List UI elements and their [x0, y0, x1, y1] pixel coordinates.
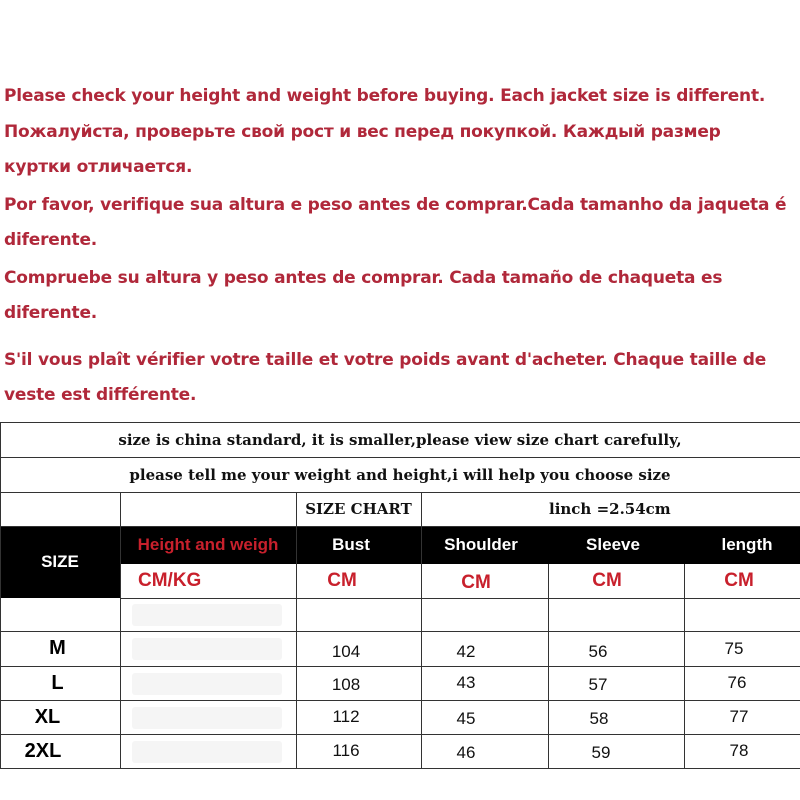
notice-spanish-2: diferente.	[4, 303, 98, 323]
unit-length: CM	[724, 570, 754, 591]
notice-portuguese-1: Por favor, verifique sua altura e peso antes de comprar.Cada tamanho da jaqueta é	[4, 195, 787, 215]
notice-english: Please check your height and weight before buying. Each jacket size is different.	[4, 86, 766, 106]
unit-height-weight: CM/KG	[138, 570, 202, 591]
bust-cell: 108	[331, 675, 361, 694]
size-cell: XL	[34, 705, 61, 728]
bust-cell: 116	[332, 741, 360, 760]
unit-bust: CM	[327, 570, 357, 591]
bust-cell: 104	[331, 641, 361, 661]
size-cell: M	[49, 637, 66, 659]
unit-sleeve: CM	[592, 570, 622, 591]
shoulder-cell: 43	[456, 673, 476, 692]
unit-shoulder: CM	[461, 572, 491, 593]
size-cell: L	[51, 671, 64, 694]
length-cell: 77	[729, 707, 749, 726]
header-length: length	[721, 535, 773, 554]
bust-cell: 112	[332, 707, 360, 726]
sleeve-cell: 57	[588, 675, 608, 694]
shoulder-cell: 42	[456, 641, 476, 661]
erased-cell	[132, 604, 282, 626]
erased-cell	[132, 741, 282, 763]
length-cell: 75	[724, 638, 744, 658]
length-cell: 78	[729, 741, 749, 760]
info-line-2: please tell me your weight and height,i will help you choose size	[129, 465, 671, 484]
size-chart-title: SIZE CHART	[305, 500, 412, 518]
header-sleeve: Sleeve	[586, 535, 640, 554]
header-height-weight: Height and weigh	[137, 535, 279, 554]
sleeve-cell: 58	[589, 709, 609, 728]
erased-cell	[132, 638, 282, 660]
erased-cell	[132, 673, 282, 695]
inch-conversion: linch =2.54cm	[549, 500, 671, 518]
notice-spanish-1: Compruebe su altura y peso antes de comprar. Cada tamaño de chaqueta es	[4, 268, 723, 288]
header-size: SIZE	[41, 552, 79, 571]
info-line-1: size is china standard, it is smaller,please view size chart carefully,	[118, 430, 682, 449]
notice-russian-2: куртки отличается.	[4, 157, 193, 177]
length-cell: 76	[727, 673, 747, 692]
notice-french-1: S'il vous plaît vérifier votre taille et votre poids avant d'acheter. Chaque taille de	[4, 350, 767, 370]
header-bust: Bust	[332, 535, 370, 554]
shoulder-cell: 45	[456, 709, 476, 728]
header-shoulder: Shoulder	[444, 535, 518, 554]
size-chart-table	[0, 422, 800, 768]
sleeve-cell: 59	[591, 743, 611, 762]
shoulder-cell: 46	[456, 743, 476, 762]
sleeve-cell: 56	[588, 641, 608, 661]
size-cell: 2XL	[24, 739, 62, 762]
erased-cell	[132, 707, 282, 729]
notice-russian-1: Пожалуйста, проверьте свой рост и вес перед покупкой. Каждый размер	[4, 122, 721, 142]
notice-french-2: veste est différente.	[4, 385, 197, 405]
notice-portuguese-2: diferente.	[4, 230, 98, 250]
